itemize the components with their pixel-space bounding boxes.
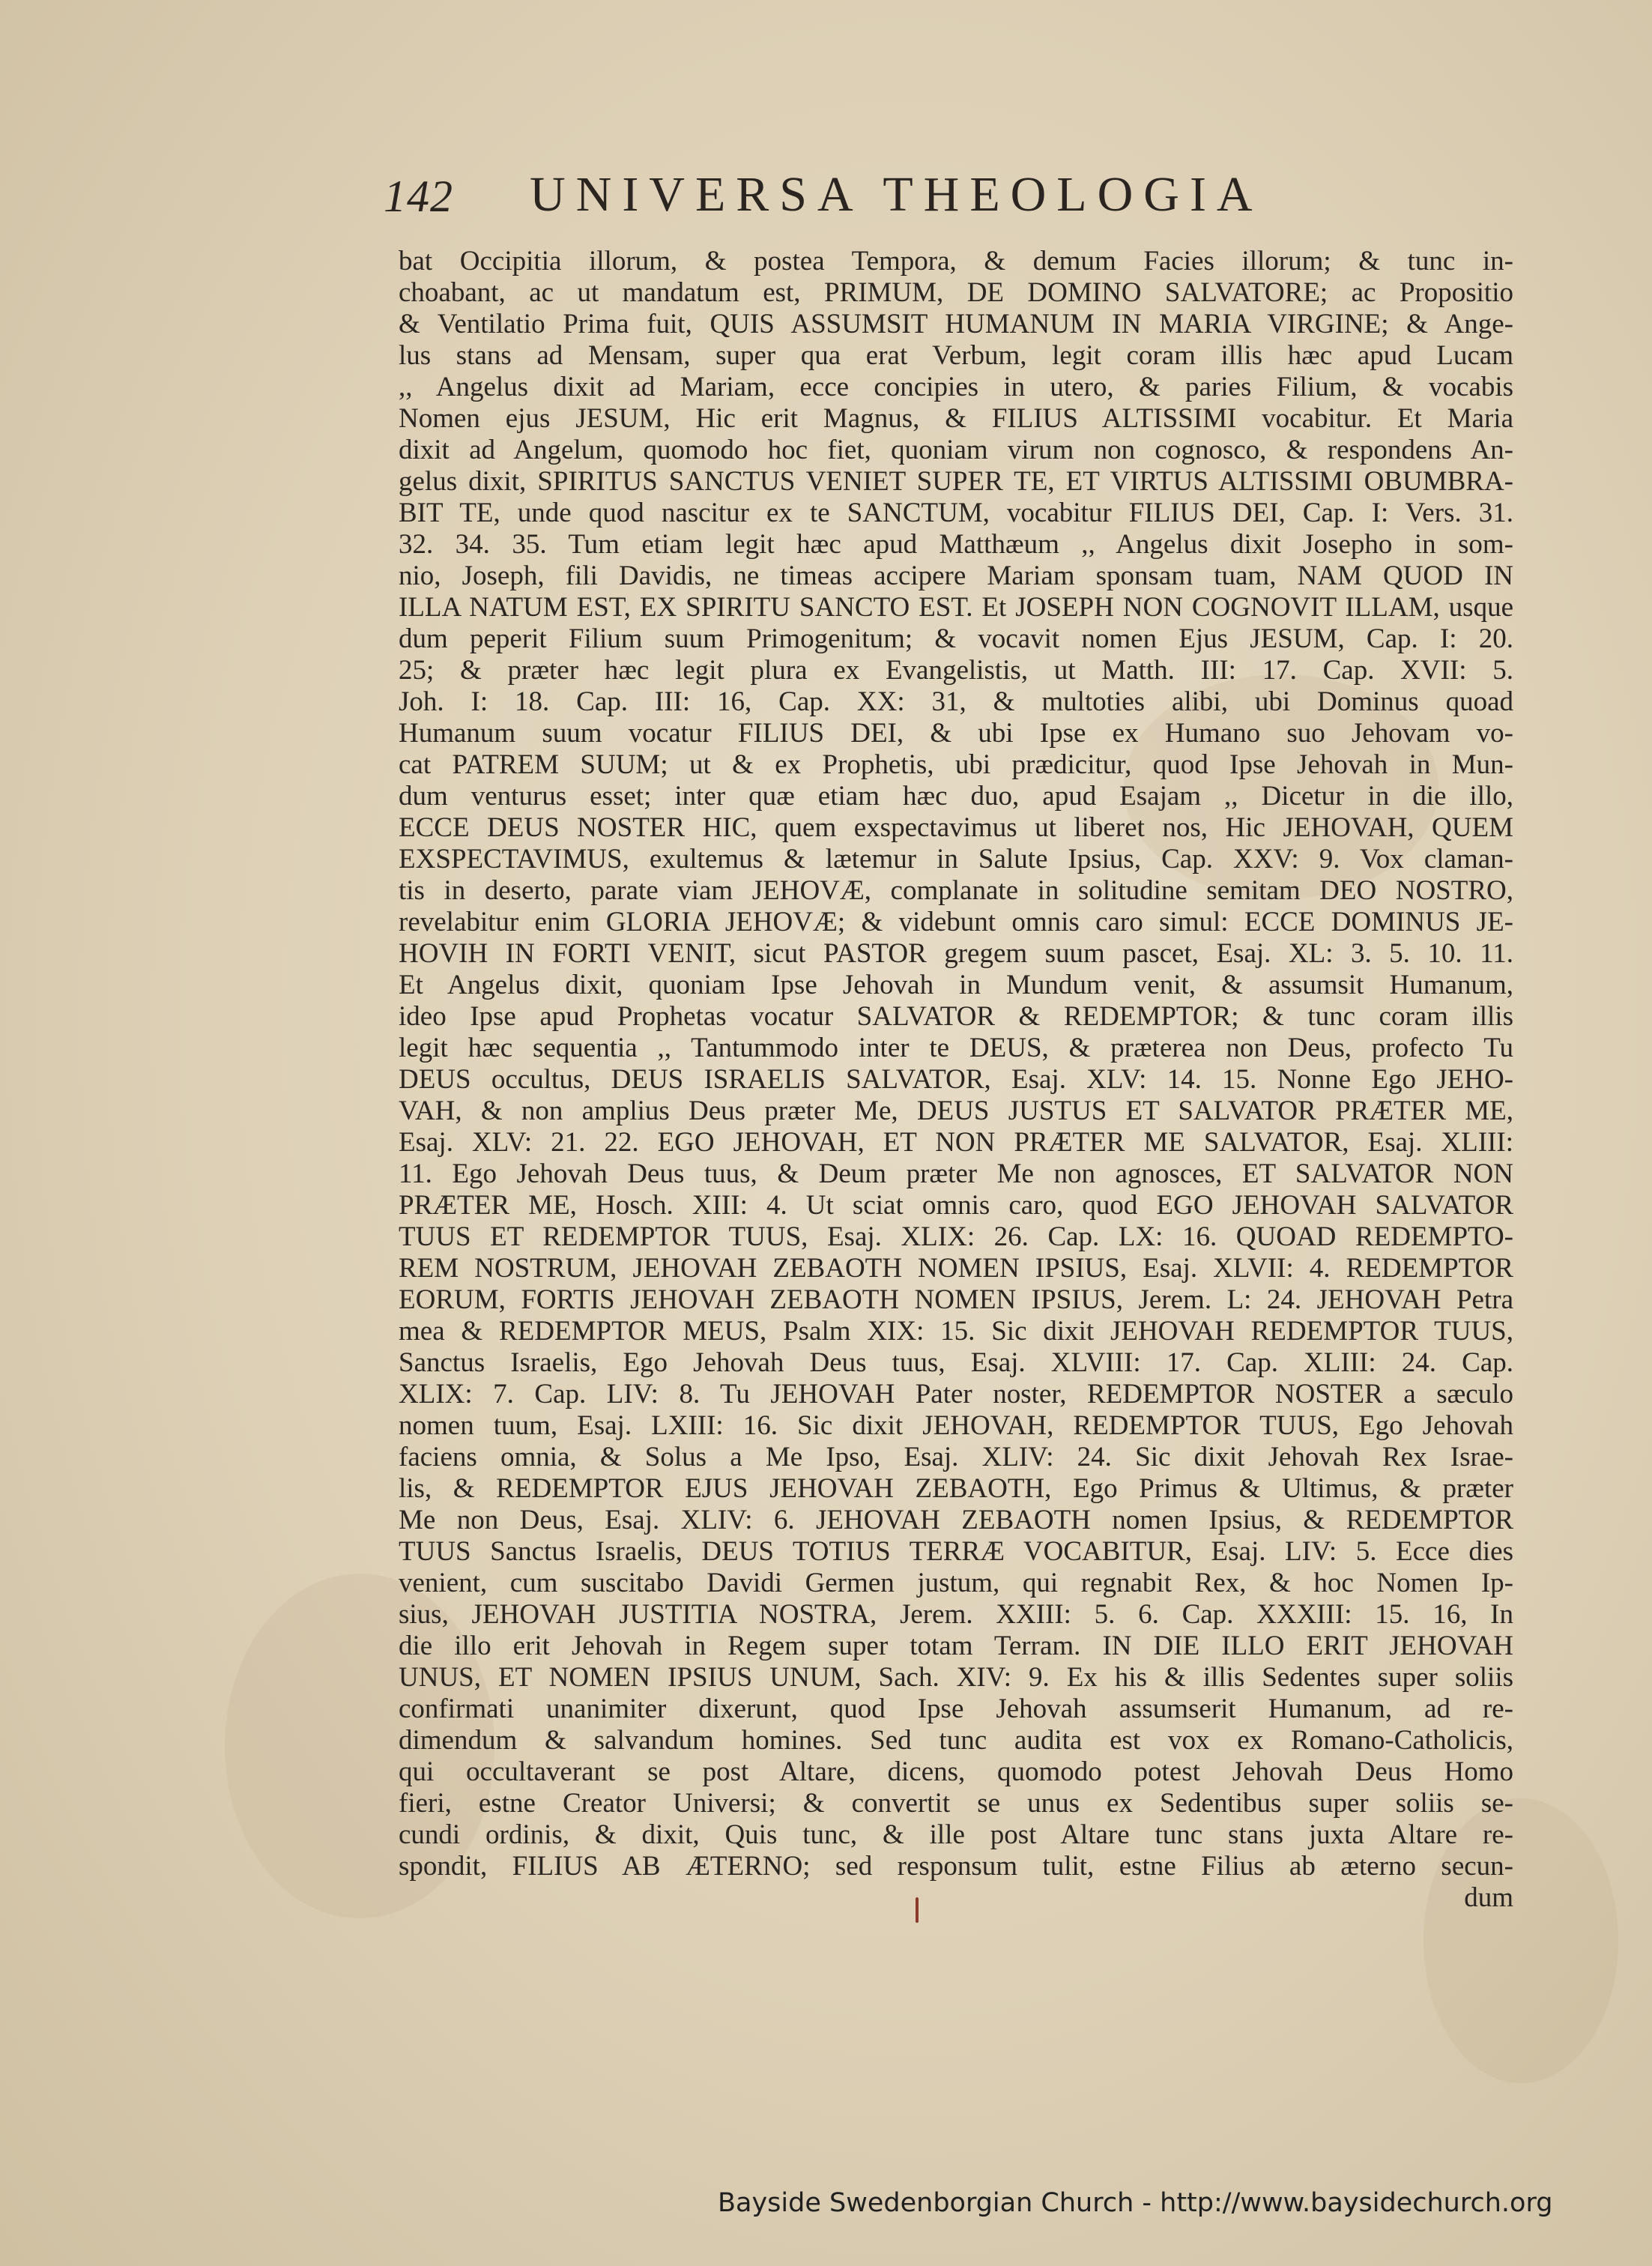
body-text	[399, 246, 1513, 1913]
text-line: fieri, estne Creator Universi; & convertit se unus ex Sedentibus super soliis se-	[399, 1788, 1513, 1819]
text-line: VAH, & non amplius Deus præter Me, DEUS JUSTUS ET SALVATOR PRÆTER ME,	[399, 1096, 1513, 1126]
text-line: sius, JEHOVAH JUSTITIA NOSTRA, Jerem. XXIII: 5. 6. Cap. XXXIII: 15. 16, In	[399, 1599, 1513, 1630]
text-line: qui occultaverant se post Altare, dicens, quomodo potest Jehovah Deus Homo	[399, 1756, 1513, 1787]
text-line: Humanum suum vocatur FILIUS DEI, & ubi Ipse ex Humano suo Jehovam vo-	[399, 718, 1513, 749]
text-line: dixit ad Angelum, quomodo hoc fiet, quoniam virum non cognosco, & respondens An-	[399, 435, 1513, 465]
text-line: revelabitur enim GLORIA JEHOVÆ; & videbunt omnis caro simul: ECCE DOMINUS JE-	[399, 907, 1513, 937]
text-line: mea & REDEMPTOR MEUS, Psalm XIX: 15. Sic dixit JEHOVAH REDEMPTOR TUUS,	[399, 1316, 1513, 1347]
text-line: Esaj. XLV: 21. 22. EGO JEHOVAH, ET NON PRÆTER ME SALVATOR, Esaj. XLIII:	[399, 1127, 1513, 1158]
text-line: spondit, FILIUS AB ÆTERNO; sed responsum tulit, estne Filius ab æterno secun-	[399, 1851, 1513, 1882]
text-line: cundi ordinis, & dixit, Quis tunc, & ille post Altare tunc stans juxta Altare re-	[399, 1819, 1513, 1850]
text-line: EORUM, FORTIS JEHOVAH ZEBAOTH NOMEN IPSIUS, Jerem. L: 24. JEHOVAH Petra	[399, 1284, 1513, 1315]
text-line: confirmati unanimiter dixerunt, quod Ipse Jehovah assumserit Humanum, ad re-	[399, 1694, 1513, 1724]
text-line: dimendum & salvandum homines. Sed tunc audita est vox ex Romano-Catholicis,	[399, 1725, 1513, 1756]
text-line: 11. Ego Jehovah Deus tuus, & Deum præter Me non agnosces, ET SALVATOR NON	[399, 1158, 1513, 1189]
text-line: REM NOSTRUM, JEHOVAH ZEBAOTH NOMEN IPSIUS, Esaj. XLVII: 4. REDEMPTOR	[399, 1253, 1513, 1284]
text-line: nomen tuum, Esaj. LXIII: 16. Sic dixit JEHOVAH, REDEMPTOR TUUS, Ego Jehovah	[399, 1410, 1513, 1441]
text-line: bat Occipitia illorum, & postea Tempora, & demum Facies illorum; & tunc in-	[399, 246, 1513, 277]
text-line: ECCE DEUS NOSTER HIC, quem exspectavimus ut liberet nos, Hic JEHOVAH, QUEM	[399, 812, 1513, 843]
text-line: HOVIH IN FORTI VENIT, sicut PASTOR gregem suum pascet, Esaj. XL: 3. 5. 10. 11.	[399, 938, 1513, 969]
text-line: lus stans ad Mensam, super qua erat Verbum, legit coram illis hæc apud Lucam	[399, 340, 1513, 371]
text-line: gelus dixit, SPIRITUS SANCTUS VENIET SUPER TE, ET VIRTUS ALTISSIMI OBUMBRA-	[399, 466, 1513, 497]
text-line: Me non Deus, Esaj. XLIV: 6. JEHOVAH ZEBAOTH nomen Ipsius, & REDEMPTOR	[399, 1505, 1513, 1535]
text-line: Et Angelus dixit, quoniam Ipse Jehovah in Mundum venit, & assumsit Humanum,	[399, 970, 1513, 1000]
text-line: UNUS, ET NOMEN IPSIUS UNUM, Sach. XIV: 9. Ex his & illis Sedentes super soliis	[399, 1662, 1513, 1693]
text-line: XLIX: 7. Cap. LIV: 8. Tu JEHOVAH Pater noster, REDEMPTOR NOSTER a sæculo	[399, 1379, 1513, 1410]
text-line: TUUS ET REDEMPTOR TUUS, Esaj. XLIX: 26. Cap. LX: 16. QUOAD REDEMPTO-	[399, 1221, 1513, 1252]
text-line: EXSPECTAVIMUS, exultemus & lætemur in Salute Ipsius, Cap. XXV: 9. Vox claman-	[399, 844, 1513, 874]
text-line: Nomen ejus JESUM, Hic erit Magnus, & FILIUS ALTISSIMI vocabitur. Et Maria	[399, 403, 1513, 434]
running-head	[384, 166, 1380, 226]
ink-mark	[916, 1897, 919, 1923]
text-line: 25; & præter hæc legit plura ex Evangelistis, ut Matth. III: 17. Cap. XVII: 5.	[399, 655, 1513, 686]
text-line: faciens omnia, & Solus a Me Ipso, Esaj. XLIV: 24. Sic dixit Jehovah Rex Israe-	[399, 1442, 1513, 1472]
text-line: legit hæc sequentia ,, Tantummodo inter te DEUS, & præterea non Deus, profecto Tu	[399, 1033, 1513, 1063]
text-line: lis, & REDEMPTOR EJUS JEHOVAH ZEBAOTH, Ego Primus & Ultimus, & præter	[399, 1473, 1513, 1504]
text-line: ,, Angelus dixit ad Mariam, ecce concipies in utero, & paries Filium, & vocabis	[399, 372, 1513, 402]
text-line: Joh. I: 18. Cap. III: 16, Cap. XX: 31, & multoties alibi, ubi Dominus quoad	[399, 686, 1513, 717]
text-line: TUUS Sanctus Israelis, DEUS TOTIUS TERRÆ VOCABITUR, Esaj. LIV: 5. Ecce dies	[399, 1536, 1513, 1567]
text-line: die illo erit Jehovah in Regem super totam Terram. IN DIE ILLO ERIT JEHOVAH	[399, 1631, 1513, 1661]
text-line: ideo Ipse apud Prophetas vocatur SALVATOR & REDEMPTOR; & tunc coram illis	[399, 1001, 1513, 1032]
text-line: 32. 34. 35. Tum etiam legit hæc apud Matthæum ,, Angelus dixit Josepho in som-	[399, 529, 1513, 560]
text-line: choabant, ac ut mandatum est, PRIMUM, DE DOMINO SALVATORE; ac Propositio	[399, 277, 1513, 308]
text-line: dum	[1464, 1882, 1513, 1913]
text-line: DEUS occultus, DEUS ISRAELIS SALVATOR, Esaj. XLV: 14. 15. Nonne Ego JEHO-	[399, 1064, 1513, 1095]
text-line: ILLA NATUM EST, EX SPIRITU SANCTO EST. Et JOSEPH NON COGNOVIT ILLAM, usque	[399, 592, 1513, 623]
text-line: BIT TE, unde quod nascitur ex te SANCTUM, vocabitur FILIUS DEI, Cap. I: Vers. 31.	[399, 498, 1513, 528]
text-line: tis in deserto, parate viam JEHOVÆ, complanate in solitudine semitam DEO NOSTRO,	[399, 875, 1513, 906]
watermark-text: Bayside Swedenborgian Church - http://www.baysidechurch.org	[718, 2188, 1553, 2218]
text-line: nio, Joseph, fili Davidis, ne timeas accipere Mariam sponsam tuam, NAM QUOD IN	[399, 561, 1513, 591]
text-line: & Ventilatio Prima fuit, QUIS ASSUMSIT HUMANUM IN MARIA VIRGINE; & Ange-	[399, 309, 1513, 339]
text-line: dum venturus esset; inter quæ etiam hæc duo, apud Esajam ,, Dicetur in die illo,	[399, 781, 1513, 812]
text-line: Sanctus Israelis, Ego Jehovah Deus tuus, Esaj. XLVIII: 17. Cap. XLIII: 24. Cap.	[399, 1347, 1513, 1378]
text-line: cat PATREM SUUM; ut & ex Prophetis, ubi prædicitur, quod Ipse Jehovah in Mun-	[399, 749, 1513, 780]
page-title: UNIVERSA THEOLOGIA	[530, 167, 1263, 222]
text-line: dum peperit Filium suum Primogenitum; & vocavit nomen Ejus JESUM, Cap. I: 20.	[399, 623, 1513, 654]
text-line: venient, cum suscitabo Davidi Germen justum, qui regnabit Rex, & hoc Nomen Ip-	[399, 1568, 1513, 1598]
page-number: 142	[384, 172, 453, 221]
text-line: PRÆTER ME, Hosch. XIII: 4. Ut sciat omnis caro, quod EGO JEHOVAH SALVATOR	[399, 1190, 1513, 1221]
